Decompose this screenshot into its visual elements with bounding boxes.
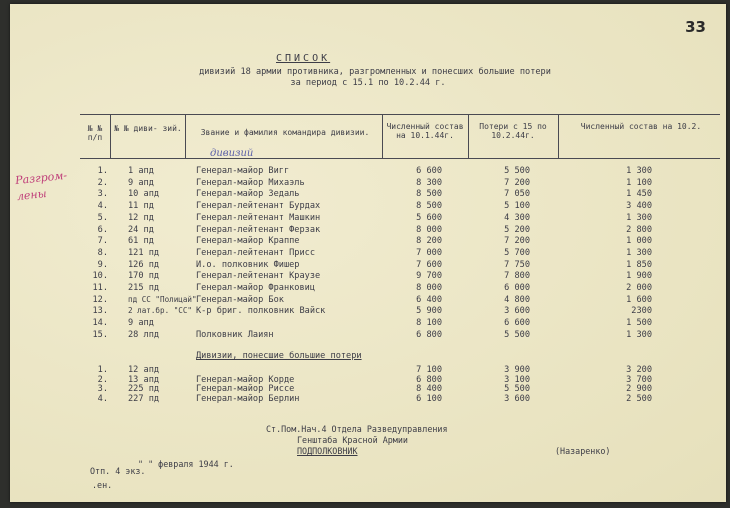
cell-commander: Полковник Лаиян — [196, 329, 274, 340]
cell-losses: 5 500 — [504, 384, 530, 395]
cell-losses: 5 500 — [504, 329, 530, 340]
cell-number: 14. — [92, 318, 108, 329]
executor-note: .ен. — [92, 480, 113, 490]
cell-commander: Генерал-лейтенант Краузе — [196, 271, 321, 282]
col-header-losses: Потери с 15 по 10.2.44г. — [479, 122, 547, 140]
cell-strength-after: 1 300 — [626, 212, 652, 223]
col-divider-5 — [558, 114, 559, 158]
cell-strength-before: 8 000 — [416, 283, 442, 293]
cell-commander: Генерал-лейтенант Машкин — [196, 212, 321, 223]
table-top-rule — [80, 114, 720, 115]
col-header-strength-before: Численный состав на 10.1.44г. — [386, 122, 464, 140]
cell-strength-before: 8 200 — [416, 236, 442, 247]
cell-division: 24 пд — [128, 224, 154, 235]
col-header-commander: Звание и фамилия командира дивизии. — [200, 128, 370, 137]
table-header-rule — [80, 158, 720, 159]
cell-number: 2. — [97, 177, 108, 188]
cell-losses: 7 200 — [504, 236, 530, 247]
cell-division: 9 апд — [128, 318, 154, 329]
cell-commander: Генерал-майор Корде — [196, 374, 295, 385]
cell-strength-before: 5 900 — [416, 306, 442, 317]
cell-strength-after: 3 200 — [626, 365, 652, 375]
cell-division: 28 лпд — [128, 329, 160, 340]
signature-rank: ПОДПОЛКОВНИК — [297, 446, 358, 456]
cell-division: 170 пд — [128, 271, 160, 282]
cell-strength-before: 6 800 — [416, 374, 442, 385]
cell-commander: Генерал-лейтенант Бурдах — [196, 201, 321, 212]
cell-losses: 5 500 — [504, 166, 530, 176]
col-header-number: № № п/п — [87, 124, 103, 142]
cell-strength-after: 2 900 — [626, 384, 652, 395]
cell-commander: Генерал-майор Бок — [196, 294, 284, 305]
cell-commander: Генерал-майор Вигг — [196, 166, 290, 176]
cell-strength-after: 1 850 — [626, 259, 652, 270]
cell-losses: 5 700 — [504, 247, 530, 258]
cell-losses: 3 600 — [504, 306, 530, 317]
cell-number: 3. — [97, 189, 108, 200]
signature-position-line1: Ст.Пом.Нач.4 Отдела Разведуправления — [266, 424, 448, 434]
col-divider-3 — [382, 114, 383, 158]
cell-division: 2 лат.бр. "СС" — [128, 306, 193, 316]
cell-strength-before: 8 500 — [416, 201, 442, 212]
cell-strength-after: 2300 — [631, 306, 652, 317]
document-sheet — [10, 4, 726, 502]
cell-strength-after: 2 800 — [626, 224, 652, 235]
handwritten-annotation-destroyed: Разгром- лены — [14, 168, 68, 204]
signature-position-line2: Генштаба Красной Армии — [297, 435, 408, 445]
cell-losses: 5 100 — [504, 201, 530, 212]
cell-division: 225 пд — [128, 384, 160, 395]
cell-number: 12. — [92, 294, 108, 305]
cell-commander: К-р бриг. полковник Вайск — [196, 306, 326, 317]
cell-number: 1. — [97, 166, 108, 176]
cell-division: 1 апд — [128, 166, 154, 176]
cell-losses: 7 200 — [504, 177, 530, 188]
page-number: 33 — [685, 18, 706, 36]
cell-strength-after: 1 100 — [626, 177, 652, 188]
cell-number: 4. — [97, 394, 108, 405]
cell-commander: Генерал-майор Риссе — [196, 384, 295, 395]
section-heading-heavy-losses: Дивизии, понесшие большие потери — [196, 351, 362, 361]
cell-number: 15. — [92, 329, 108, 340]
cell-division: 215 пд — [128, 283, 160, 293]
cell-losses: 3 900 — [504, 365, 530, 375]
document-title: СПИСОК — [276, 53, 331, 64]
cell-division: пд СС "Полицай" — [128, 294, 197, 304]
cell-number: 7. — [97, 236, 108, 247]
cell-number: 2. — [97, 374, 108, 385]
cell-commander: И.о. полковник Фишер — [196, 259, 300, 270]
cell-commander: Генерал-майор Михаэль — [196, 177, 305, 188]
signature-name: (Назаренко) — [555, 446, 611, 456]
cell-division: 13 апд — [128, 374, 160, 385]
cell-losses: 6 600 — [504, 318, 530, 329]
col-header-division: № № диви- зий. — [114, 124, 182, 133]
cell-commander: Генерал-лейтенант Ферзак — [196, 224, 321, 235]
document-subtitle-line2: за период с 15.1 по 10.2.44 г. — [290, 78, 446, 88]
col-divider-4 — [468, 114, 469, 158]
cell-division: 121 пд — [128, 247, 160, 258]
cell-number: 1. — [97, 365, 108, 375]
cell-strength-after: 1 900 — [626, 271, 652, 282]
cell-number: 3. — [97, 384, 108, 395]
cell-losses: 3 600 — [504, 394, 530, 405]
col-divider-1 — [110, 114, 111, 158]
cell-strength-before: 8 300 — [416, 177, 442, 188]
cell-commander: Генерал-майор Франковиц — [196, 283, 315, 293]
cell-strength-after: 1 600 — [626, 294, 652, 305]
cell-strength-before: 7 000 — [416, 247, 442, 258]
document-subtitle-line1: дивизий 18 армии противника, разгромленных и понесших большие потери — [199, 67, 551, 77]
document-date: " " февраля 1944 г. — [138, 459, 234, 469]
handwritten-annotation-divisions: дивизий — [210, 148, 254, 159]
cell-strength-before: 9 700 — [416, 271, 442, 282]
cell-strength-before: 7 600 — [416, 259, 442, 270]
cell-strength-before: 8 400 — [416, 384, 442, 395]
cell-number: 11. — [92, 283, 108, 293]
cell-number: 6. — [97, 224, 108, 235]
cell-losses: 5 200 — [504, 224, 530, 235]
cell-number: 8. — [97, 247, 108, 258]
cell-strength-after: 2 500 — [626, 394, 652, 405]
cell-division: 61 пд — [128, 236, 154, 247]
cell-division: 126 пд — [128, 259, 160, 270]
cell-strength-after: 3 400 — [626, 201, 652, 212]
cell-division: 11 пд — [128, 201, 154, 212]
cell-strength-after: 1 300 — [626, 247, 652, 258]
col-divider-2 — [185, 114, 186, 158]
cell-strength-before: 6 800 — [416, 329, 442, 340]
cell-number: 13. — [92, 306, 108, 317]
cell-strength-before: 8 500 — [416, 189, 442, 200]
cell-number: 9. — [97, 259, 108, 270]
cell-division: 10 апд — [128, 189, 160, 200]
cell-strength-before: 8 000 — [416, 224, 442, 235]
cell-losses: 4 300 — [504, 212, 530, 223]
cell-strength-after: 1 450 — [626, 189, 652, 200]
cell-losses: 3 100 — [504, 374, 530, 385]
cell-division: 12 апд — [128, 365, 160, 375]
cell-number: 4. — [97, 201, 108, 212]
cell-losses: 4 800 — [504, 294, 530, 305]
cell-division: 227 пд — [128, 394, 160, 405]
cell-commander: Генерал-лейтенант Присс — [196, 247, 315, 258]
cell-strength-before: 6 600 — [416, 166, 442, 176]
cell-commander: Генерал-майор Зедаль — [196, 189, 300, 200]
cell-strength-after: 1 300 — [626, 329, 652, 340]
cell-strength-before: 5 600 — [416, 212, 442, 223]
cell-number: 10. — [92, 271, 108, 282]
cell-strength-before: 6 400 — [416, 294, 442, 305]
cell-strength-after: 1 500 — [626, 318, 652, 329]
cell-commander: Генерал-майор Берлин — [196, 394, 300, 405]
cell-strength-after: 1 300 — [626, 166, 652, 176]
cell-division: 9 апд — [128, 177, 154, 188]
cell-losses: 7 800 — [504, 271, 530, 282]
cell-number: 5. — [97, 212, 108, 223]
cell-strength-after: 1 000 — [626, 236, 652, 247]
cell-losses: 7 750 — [504, 259, 530, 270]
cell-division: 12 пд — [128, 212, 154, 223]
cell-strength-before: 6 100 — [416, 394, 442, 405]
cell-strength-before: 7 100 — [416, 365, 442, 375]
cell-losses: 7 050 — [504, 189, 530, 200]
copies-note: Отп. 4 экз. — [90, 466, 146, 476]
cell-losses: 6 000 — [504, 283, 530, 293]
cell-strength-after: 2 000 — [626, 283, 652, 293]
cell-commander: Генерал-майор Краппе — [196, 236, 300, 247]
col-header-strength-after: Численный состав на 10.2. — [580, 122, 702, 131]
cell-strength-before: 8 100 — [416, 318, 442, 329]
cell-strength-after: 3 700 — [626, 374, 652, 385]
